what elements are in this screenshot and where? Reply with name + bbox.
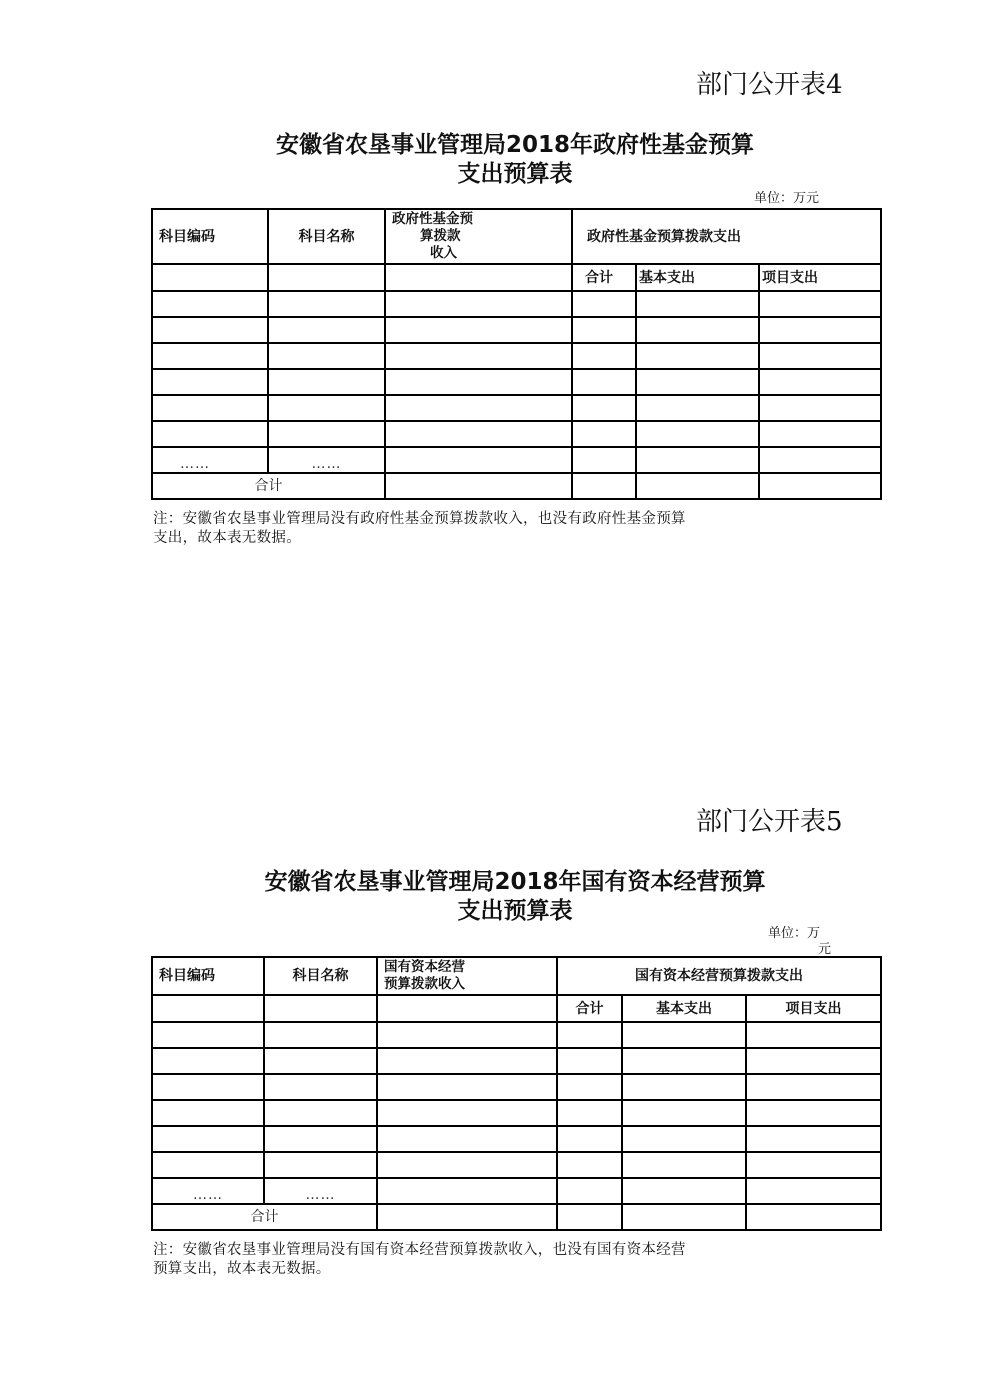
cell: [377, 995, 557, 1022]
table-row: [152, 1074, 881, 1100]
empty-cell: [746, 1126, 881, 1152]
empty-cell: [152, 1074, 264, 1100]
empty-cell: [385, 395, 572, 421]
table-row: [152, 291, 881, 317]
empty-cell: [264, 1100, 377, 1126]
empty-cell: [622, 1048, 746, 1074]
empty-cell: [636, 369, 759, 395]
empty-cell: [264, 1022, 377, 1048]
empty-cell: [377, 1152, 557, 1178]
table-title: 安徽省农垦事业管理局2018年政府性基金预算: [275, 132, 754, 158]
empty-cell: [152, 317, 268, 343]
empty-cell: [557, 1178, 622, 1204]
empty-cell: [746, 1048, 881, 1074]
empty-cell: [636, 317, 759, 343]
subheader-row: [152, 995, 881, 1022]
empty-cell: [385, 343, 572, 369]
empty-cell: [268, 291, 385, 317]
table-row: [152, 395, 881, 421]
empty-cell: [759, 447, 881, 473]
ellipsis-code: ……: [152, 447, 268, 473]
table-title-line2: 支出预算表: [457, 161, 573, 187]
empty-cell: [377, 1100, 557, 1126]
cell: [152, 264, 268, 291]
table-title-line2: 支出预算表: [457, 898, 573, 924]
empty-cell: [572, 473, 636, 499]
note-line2: 预算支出，故本表无数据。: [153, 1261, 331, 1277]
empty-cell: [636, 343, 759, 369]
ellipsis-name: ……: [268, 447, 385, 473]
empty-cell: [268, 421, 385, 447]
empty-cell: [268, 395, 385, 421]
total-row: [152, 473, 881, 499]
header-income-line1: 政府性基金预: [392, 211, 473, 227]
total-row-label: 合计: [152, 1204, 377, 1230]
empty-cell: [385, 473, 572, 499]
empty-cell: [557, 1022, 622, 1048]
table-note: [153, 1241, 888, 1279]
header-expense-group: 国有资本经营预算拨款支出: [557, 957, 881, 995]
unit-label-line2: 元: [818, 942, 832, 957]
empty-cell: [377, 1178, 557, 1204]
empty-cell: [622, 1126, 746, 1152]
empty-cell: [746, 1100, 881, 1126]
empty-cell: [385, 317, 572, 343]
empty-cell: [264, 1152, 377, 1178]
empty-cell: [622, 1074, 746, 1100]
empty-cell: [268, 343, 385, 369]
table-row: [152, 1126, 881, 1152]
empty-cell: [572, 395, 636, 421]
empty-cell: [557, 1100, 622, 1126]
empty-cell: [152, 1126, 264, 1152]
empty-cell: [759, 473, 881, 499]
sheet-label: 部门公开表4: [696, 70, 843, 100]
empty-cell: [572, 369, 636, 395]
empty-cell: [152, 1152, 264, 1178]
empty-cell: [152, 395, 268, 421]
header-project: 项目支出: [746, 995, 881, 1022]
empty-cell: [268, 317, 385, 343]
total-row-label: 合计: [152, 473, 385, 499]
empty-cell: [622, 1178, 746, 1204]
budget-table: [151, 208, 882, 500]
empty-cell: [622, 1152, 746, 1178]
empty-cell: [572, 291, 636, 317]
table-row: [152, 1048, 881, 1074]
unit-label: 单位：万元: [754, 191, 820, 206]
empty-cell: [268, 369, 385, 395]
table-row: [152, 1152, 881, 1178]
empty-cell: [264, 1126, 377, 1152]
empty-cell: [152, 369, 268, 395]
header-income: [385, 209, 572, 264]
empty-cell: [557, 1204, 622, 1230]
table-row: [152, 1100, 881, 1126]
total-row: [152, 1204, 881, 1230]
header-code: 科目编码: [152, 957, 264, 995]
table-title: 安徽省农垦事业管理局2018年国有资本经营预算: [264, 869, 766, 895]
header-row: [152, 209, 881, 264]
note-line2: 支出，故本表无数据。: [153, 530, 301, 546]
table-note: [153, 510, 888, 548]
header-income-line2: 算拨款: [420, 228, 461, 244]
empty-cell: [377, 1022, 557, 1048]
empty-cell: [572, 421, 636, 447]
header-code: 科目编码: [152, 209, 268, 264]
empty-cell: [572, 317, 636, 343]
header-expense-group: 政府性基金预算拨款支出: [572, 209, 881, 264]
empty-cell: [377, 1048, 557, 1074]
empty-cell: [622, 1204, 746, 1230]
ellipsis-row: [152, 447, 881, 473]
empty-cell: [636, 291, 759, 317]
empty-cell: [622, 1022, 746, 1048]
header-project: 项目支出: [759, 264, 881, 291]
cell: [264, 995, 377, 1022]
header-name: 科目名称: [268, 209, 385, 264]
header-income-line2: 预算拨款收入: [384, 976, 465, 992]
header-income-line3: 收入: [430, 245, 457, 261]
empty-cell: [385, 447, 572, 473]
header-total: 合计: [572, 264, 636, 291]
empty-cell: [746, 1074, 881, 1100]
empty-cell: [377, 1126, 557, 1152]
empty-cell: [636, 421, 759, 447]
header-total: 合计: [557, 995, 622, 1022]
empty-cell: [759, 395, 881, 421]
header-row: [152, 957, 881, 995]
empty-cell: [759, 317, 881, 343]
empty-cell: [759, 369, 881, 395]
cell: [268, 264, 385, 291]
empty-cell: [746, 1204, 881, 1230]
empty-cell: [759, 343, 881, 369]
header-name: 科目名称: [264, 957, 377, 995]
ellipsis-code: ……: [152, 1178, 264, 1204]
empty-cell: [264, 1074, 377, 1100]
header-basic: 基本支出: [636, 264, 759, 291]
empty-cell: [152, 1022, 264, 1048]
empty-cell: [557, 1152, 622, 1178]
empty-cell: [385, 421, 572, 447]
header-income-line1: 国有资本经营: [384, 959, 465, 975]
empty-cell: [152, 1100, 264, 1126]
empty-cell: [746, 1022, 881, 1048]
empty-cell: [572, 343, 636, 369]
empty-cell: [759, 291, 881, 317]
table-row: [152, 317, 881, 343]
empty-cell: [636, 447, 759, 473]
note-line1: 注：安徽省农垦事业管理局没有政府性基金预算拨款收入，也没有政府性基金预算: [153, 511, 686, 527]
empty-cell: [636, 395, 759, 421]
budget-table: [151, 956, 882, 1231]
empty-cell: [152, 421, 268, 447]
empty-cell: [759, 421, 881, 447]
empty-cell: [152, 291, 268, 317]
table-row: [152, 1022, 881, 1048]
empty-cell: [557, 1074, 622, 1100]
ellipsis-row: [152, 1178, 881, 1204]
note-line1: 注：安徽省农垦事业管理局没有国有资本经营预算拨款收入，也没有国有资本经营: [153, 1242, 686, 1258]
table-row: [152, 343, 881, 369]
ellipsis-name: ……: [264, 1178, 377, 1204]
empty-cell: [557, 1048, 622, 1074]
table-row: [152, 369, 881, 395]
empty-cell: [572, 447, 636, 473]
table-row: [152, 421, 881, 447]
empty-cell: [622, 1100, 746, 1126]
empty-cell: [264, 1048, 377, 1074]
empty-cell: [636, 473, 759, 499]
sheet-label: 部门公开表5: [696, 807, 843, 837]
empty-cell: [746, 1178, 881, 1204]
empty-cell: [152, 1048, 264, 1074]
unit-label: 单位：万: [768, 926, 821, 941]
cell: [385, 264, 572, 291]
cell: [152, 995, 264, 1022]
empty-cell: [377, 1074, 557, 1100]
empty-cell: [152, 343, 268, 369]
empty-cell: [385, 369, 572, 395]
empty-cell: [746, 1152, 881, 1178]
header-basic: 基本支出: [622, 995, 746, 1022]
header-income: [377, 957, 557, 995]
subheader-row: [152, 264, 881, 291]
empty-cell: [377, 1204, 557, 1230]
empty-cell: [385, 291, 572, 317]
empty-cell: [557, 1126, 622, 1152]
